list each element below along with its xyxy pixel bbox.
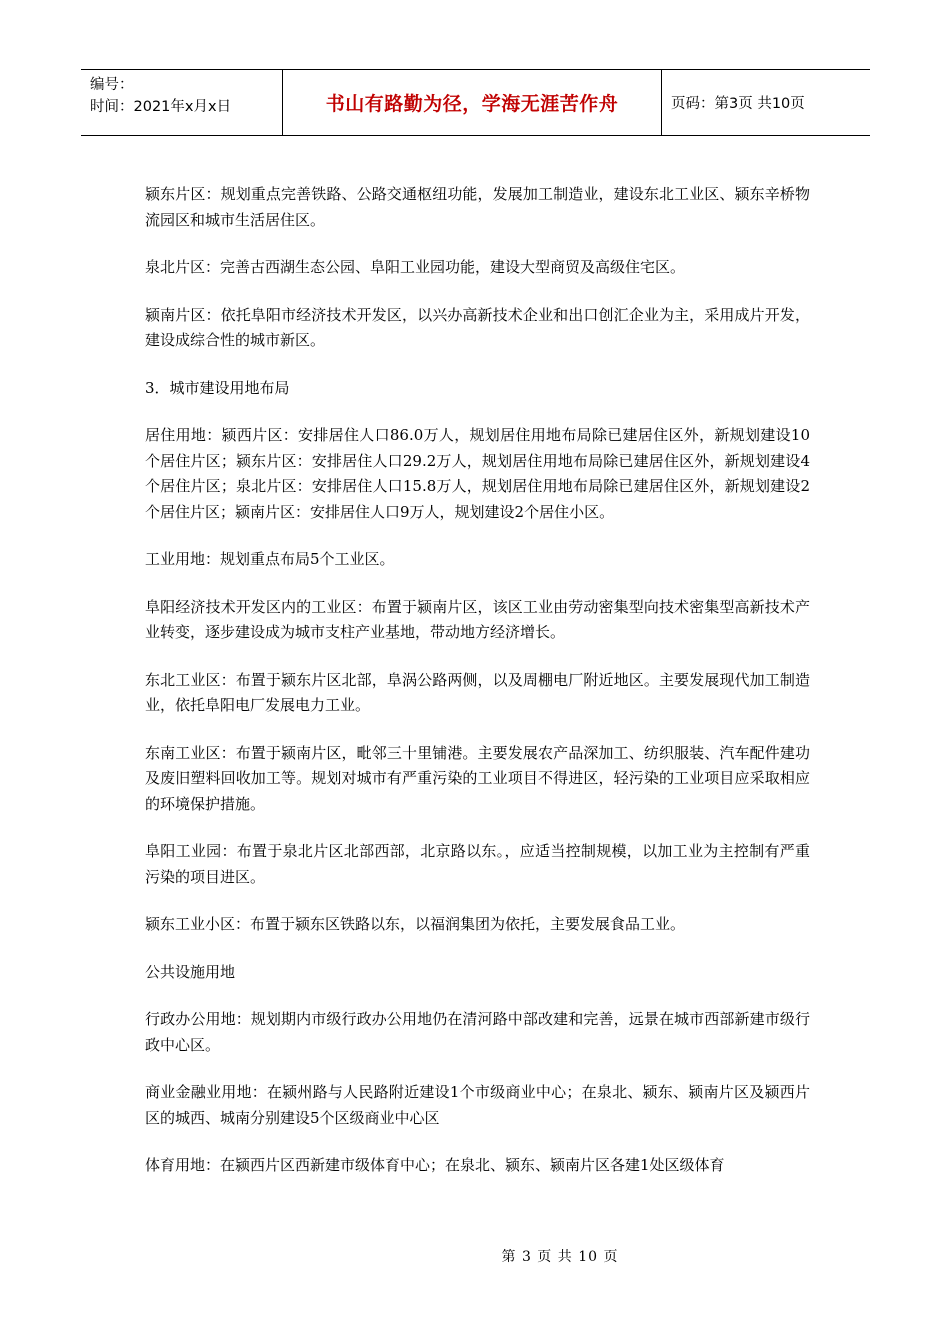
section-heading: 公共设施用地 — [145, 962, 236, 981]
document-number: 编号： — [90, 77, 134, 93]
page-header — [81, 69, 870, 136]
paragraph: 颍东工业小区：布置于颍东区铁路以东，以福润集团为依托，主要发展食品工业。 — [145, 915, 686, 933]
paragraph: 行政办公用地：规划期内市级行政办公用地仍在清河路中部改建和完善，远景在城市西部新建市级行政中心区。 — [145, 1010, 810, 1054]
paragraph: 阜阳经济技术开发区内的工业区：布置于颍南片区，该区工业由劳动密集型向技术密集型高新技术产业转变，逐步建设成为城市支柱产业基地，带动地方经济增长。 — [145, 597, 810, 641]
paragraph: 阜阳工业园：布置于泉北片区北部西部，北京路以东。，应适当控制规模，以加工业为主控制有严重污染的项目进区。 — [145, 842, 810, 886]
paragraph: 泉北片区：完善古西湖生态公园、阜阳工业园功能，建设大型商贸及高级住宅区。 — [145, 258, 686, 276]
paragraph: 商业金融业用地：在颍州路与人民路附近建设1个市级商业中心；在泉北、颍东、颍南片区及颍西片区的城西、城南分别建设5个区级商业中心区 — [145, 1083, 810, 1127]
header-motto: 书山有路勤为径，学海无涯苦作舟 — [282, 70, 662, 135]
paragraph: 体育用地：在颍西片区西新建市级体育中心；在泉北、颍东、颍南片区各建1处区级体育 — [145, 1156, 725, 1174]
header-page-info: 页码：第3页 共10页 — [671, 96, 805, 112]
document-date: 时间：2021年x月x日 — [90, 99, 232, 115]
section-heading: 3．城市建设用地布局 — [145, 378, 290, 397]
paragraph: 东北工业区：布置于颍东片区北部，阜涡公路两侧，以及周棚电厂附近地区。主要发展现代加工制造业，依托阜阳电厂发展电力工业。 — [145, 670, 810, 714]
paragraph: 颍南片区：依托阜阳市经济技术开发区，以兴办高新技术企业和出口创汇企业为主，采用成片开发，建设成综合性的城市新区。 — [145, 305, 810, 349]
paragraph: 东南工业区：布置于颍南片区，毗邻三十里铺港。主要发展农产品深加工、纺织服装、汽车配件建功及废旧塑料回收加工等。规划对城市有严重污染的工业项目不得进区，轻污染的工业项目应采取相应的环境保护措施。 — [145, 743, 810, 813]
paragraph: 工业用地：规划重点布局5个工业区。 — [145, 550, 395, 568]
paragraph: 颍东片区：规划重点完善铁路、公路交通枢纽功能，发展加工制造业，建设东北工业区、颍东辛桥物流园区和城市生活居住区。 — [145, 185, 810, 229]
document-body — [145, 182, 810, 1201]
page-footer: 第 3 页 共 10 页 — [501, 1249, 619, 1265]
paragraph: 居住用地：颍西片区：安排居住人口86.0万人，规划居住用地布局除已建居住区外，新规划建设10个居住片区；颍东片区：安排居住人口29.2万人，规划居住用地布局除已建居住区外，新规划建设4个居住片区；泉北片区：安排居住人口15.8万人，规划居住用地布局除已建居住区外，新规划建设2个居住片区；颍南片区：安排居住人口9万人，规划建设2个居住小区。 — [145, 426, 810, 521]
header-meta — [81, 70, 282, 135]
